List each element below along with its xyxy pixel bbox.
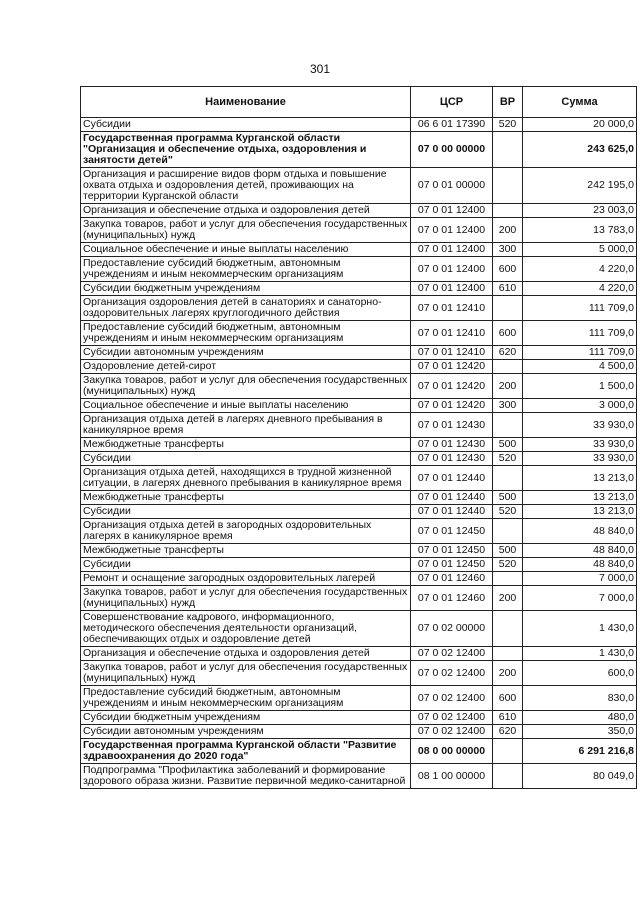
cell-csr: 07 0 01 12420 <box>411 360 493 374</box>
cell-vr <box>493 168 523 204</box>
cell-vr <box>493 132 523 168</box>
cell-vr: 200 <box>493 374 523 399</box>
table-row <box>81 764 637 789</box>
cell-csr: 07 0 01 00000 <box>411 168 493 204</box>
cell-csr: 07 0 01 12420 <box>411 374 493 399</box>
cell-csr: 07 0 00 00000 <box>411 132 493 168</box>
cell-csr: 07 0 02 12400 <box>411 661 493 686</box>
cell-vr <box>493 413 523 438</box>
table-row <box>81 282 637 296</box>
cell-sum: 13 213,0 <box>523 505 637 519</box>
cell-sum: 13 783,0 <box>523 218 637 243</box>
table-row <box>81 257 637 282</box>
table-row <box>81 572 637 586</box>
cell-sum: 3 000,0 <box>523 399 637 413</box>
cell-sum: 13 213,0 <box>523 491 637 505</box>
table-row <box>81 374 637 399</box>
cell-csr: 07 0 01 12450 <box>411 558 493 572</box>
cell-vr <box>493 466 523 491</box>
cell-vr: 600 <box>493 686 523 711</box>
cell-vr: 520 <box>493 505 523 519</box>
cell-csr: 07 0 01 12400 <box>411 257 493 282</box>
cell-name: Оздоровление детей-сирот <box>81 360 411 374</box>
cell-name: Совершенствование кадрового, информационного, методического обеспечения деятельности организаций, обеспечивающих отдых и оздоровление детей <box>81 611 411 647</box>
cell-sum: 4 500,0 <box>523 360 637 374</box>
cell-name: Организация отдыха детей в лагерях дневного пребывания в каникулярное время <box>81 413 411 438</box>
cell-csr: 08 1 00 00000 <box>411 764 493 789</box>
cell-vr: 520 <box>493 452 523 466</box>
cell-name: Организация и обеспечение отдыха и оздоровления детей <box>81 647 411 661</box>
table-row <box>81 168 637 204</box>
table-row <box>81 413 637 438</box>
cell-vr <box>493 764 523 789</box>
cell-sum: 242 195,0 <box>523 168 637 204</box>
cell-csr: 07 0 01 12450 <box>411 544 493 558</box>
cell-sum: 111 709,0 <box>523 296 637 321</box>
cell-sum: 13 213,0 <box>523 466 637 491</box>
table-row <box>81 686 637 711</box>
cell-vr <box>493 360 523 374</box>
cell-name: Государственная программа Курганской области "Развитие здравоохранения до 2020 года" <box>81 739 411 764</box>
cell-name: Предоставление субсидий бюджетным, автономным учреждениям и иным некоммерческим организациям <box>81 321 411 346</box>
cell-csr: 07 0 01 12400 <box>411 218 493 243</box>
cell-sum: 7 000,0 <box>523 572 637 586</box>
cell-name: Организация оздоровления детей в санаториях и санаторно-оздоровительных лагерях круглогодичного действия <box>81 296 411 321</box>
cell-csr: 07 0 01 12430 <box>411 413 493 438</box>
cell-vr: 200 <box>493 218 523 243</box>
cell-vr <box>493 519 523 544</box>
cell-csr: 07 0 01 12410 <box>411 296 493 321</box>
cell-sum: 48 840,0 <box>523 544 637 558</box>
cell-sum: 33 930,0 <box>523 413 637 438</box>
header-name: Наименование <box>81 87 411 118</box>
table-row <box>81 739 637 764</box>
cell-sum: 5 000,0 <box>523 243 637 257</box>
cell-name: Субсидии <box>81 505 411 519</box>
cell-csr: 07 0 01 12450 <box>411 519 493 544</box>
table-row <box>81 399 637 413</box>
cell-name: Организация и расширение видов форм отдыха и повышение охвата отдыха и оздоровления детей, проживающих на территории Курганской области <box>81 168 411 204</box>
table-row <box>81 204 637 218</box>
table-row <box>81 346 637 360</box>
cell-sum: 600,0 <box>523 661 637 686</box>
cell-name: Предоставление субсидий бюджетным, автономным учреждениям и иным некоммерческим организациям <box>81 257 411 282</box>
header-csr: ЦСР <box>411 87 493 118</box>
cell-vr <box>493 739 523 764</box>
cell-sum: 33 930,0 <box>523 438 637 452</box>
cell-name: Субсидии автономным учреждениям <box>81 725 411 739</box>
cell-vr: 500 <box>493 544 523 558</box>
cell-vr <box>493 572 523 586</box>
table-row <box>81 519 637 544</box>
table-header-row <box>81 87 637 118</box>
cell-vr: 300 <box>493 399 523 413</box>
cell-name: Организация и обеспечение отдыха и оздоровления детей <box>81 204 411 218</box>
table-row <box>81 132 637 168</box>
cell-csr: 07 0 01 12430 <box>411 438 493 452</box>
cell-csr: 07 0 02 12400 <box>411 686 493 711</box>
cell-vr: 620 <box>493 725 523 739</box>
cell-name: Закупка товаров, работ и услуг для обеспечения государственных (муниципальных) нужд <box>81 374 411 399</box>
cell-vr: 500 <box>493 438 523 452</box>
cell-csr: 07 0 01 12400 <box>411 243 493 257</box>
table-row <box>81 452 637 466</box>
cell-name: Субсидии автономным учреждениям <box>81 346 411 360</box>
page-number: 301 <box>309 62 331 76</box>
cell-sum: 111 709,0 <box>523 321 637 346</box>
cell-csr: 07 0 02 12400 <box>411 711 493 725</box>
cell-name: Государственная программа Курганской области "Организация и обеспечение отдыха, оздоровления и занятости детей" <box>81 132 411 168</box>
cell-vr: 600 <box>493 321 523 346</box>
table-row <box>81 491 637 505</box>
cell-csr: 07 0 02 12400 <box>411 725 493 739</box>
cell-sum: 111 709,0 <box>523 346 637 360</box>
cell-sum: 33 930,0 <box>523 452 637 466</box>
table-body <box>81 118 637 789</box>
budget-table <box>80 86 637 789</box>
table-row <box>81 466 637 491</box>
cell-name: Субсидии бюджетным учреждениям <box>81 282 411 296</box>
cell-vr: 500 <box>493 491 523 505</box>
table-row <box>81 438 637 452</box>
cell-csr: 08 0 00 00000 <box>411 739 493 764</box>
cell-name: Субсидии <box>81 558 411 572</box>
cell-sum: 1 500,0 <box>523 374 637 399</box>
table-row <box>81 505 637 519</box>
cell-sum: 243 625,0 <box>523 132 637 168</box>
cell-sum: 1 430,0 <box>523 647 637 661</box>
cell-csr: 07 0 01 12420 <box>411 399 493 413</box>
cell-name: Организация отдыха детей, находящихся в трудной жизненной ситуации, в лагерях дневного пребывания в каникулярное время <box>81 466 411 491</box>
cell-name: Ремонт и оснащение загородных оздоровительных лагерей <box>81 572 411 586</box>
cell-vr <box>493 296 523 321</box>
cell-csr: 07 0 01 12410 <box>411 321 493 346</box>
cell-sum: 23 003,0 <box>523 204 637 218</box>
cell-name: Социальное обеспечение и иные выплаты населению <box>81 243 411 257</box>
cell-sum: 4 220,0 <box>523 282 637 296</box>
header-vr: ВР <box>493 87 523 118</box>
cell-vr: 200 <box>493 586 523 611</box>
cell-sum: 4 220,0 <box>523 257 637 282</box>
cell-sum: 20 000,0 <box>523 118 637 132</box>
cell-sum: 830,0 <box>523 686 637 711</box>
cell-sum: 48 840,0 <box>523 519 637 544</box>
cell-csr: 07 0 01 12440 <box>411 505 493 519</box>
table-row <box>81 218 637 243</box>
cell-csr: 07 0 01 12460 <box>411 572 493 586</box>
cell-name: Закупка товаров, работ и услуг для обеспечения государственных (муниципальных) нужд <box>81 661 411 686</box>
cell-sum: 6 291 216,8 <box>523 739 637 764</box>
cell-name: Субсидии <box>81 452 411 466</box>
table-row <box>81 321 637 346</box>
table-row <box>81 586 637 611</box>
table-row <box>81 647 637 661</box>
cell-csr: 07 0 02 12400 <box>411 647 493 661</box>
cell-vr <box>493 611 523 647</box>
table-row <box>81 711 637 725</box>
cell-vr <box>493 647 523 661</box>
cell-sum: 7 000,0 <box>523 586 637 611</box>
cell-sum: 1 430,0 <box>523 611 637 647</box>
table-row <box>81 243 637 257</box>
cell-name: Социальное обеспечение и иные выплаты населению <box>81 399 411 413</box>
cell-vr: 610 <box>493 711 523 725</box>
cell-vr: 200 <box>493 661 523 686</box>
cell-sum: 350,0 <box>523 725 637 739</box>
cell-name: Закупка товаров, работ и услуг для обеспечения государственных (муниципальных) нужд <box>81 586 411 611</box>
cell-sum: 80 049,0 <box>523 764 637 789</box>
cell-name: Организация отдыха детей в загородных оздоровительных лагерях в каникулярное время <box>81 519 411 544</box>
header-sum: Сумма <box>523 87 637 118</box>
cell-name: Межбюджетные трансферты <box>81 544 411 558</box>
cell-csr: 07 0 01 12410 <box>411 346 493 360</box>
cell-vr: 620 <box>493 346 523 360</box>
cell-vr <box>493 204 523 218</box>
cell-csr: 07 0 01 12460 <box>411 586 493 611</box>
table-row <box>81 360 637 374</box>
table-row <box>81 544 637 558</box>
cell-name: Субсидии <box>81 118 411 132</box>
cell-csr: 07 0 02 00000 <box>411 611 493 647</box>
cell-vr: 600 <box>493 257 523 282</box>
cell-name: Межбюджетные трансферты <box>81 491 411 505</box>
cell-name: Закупка товаров, работ и услуг для обеспечения государственных (муниципальных) нужд <box>81 218 411 243</box>
table-row <box>81 725 637 739</box>
cell-name: Предоставление субсидий бюджетным, автономным учреждениям и иным некоммерческим организациям <box>81 686 411 711</box>
cell-vr: 610 <box>493 282 523 296</box>
cell-name: Субсидии бюджетным учреждениям <box>81 711 411 725</box>
cell-csr: 07 0 01 12440 <box>411 466 493 491</box>
cell-name: Подпрограмма "Профилактика заболеваний и формирование здорового образа жизни. Развитие первичной медико-санитарной <box>81 764 411 789</box>
table-row <box>81 118 637 132</box>
cell-vr: 520 <box>493 118 523 132</box>
cell-vr: 520 <box>493 558 523 572</box>
cell-name: Межбюджетные трансферты <box>81 438 411 452</box>
table-row <box>81 661 637 686</box>
cell-csr: 07 0 01 12430 <box>411 452 493 466</box>
cell-sum: 48 840,0 <box>523 558 637 572</box>
table-row <box>81 296 637 321</box>
cell-csr: 07 0 01 12440 <box>411 491 493 505</box>
table-row <box>81 558 637 572</box>
cell-csr: 07 0 01 12400 <box>411 282 493 296</box>
cell-sum: 480,0 <box>523 711 637 725</box>
cell-csr: 07 0 01 12400 <box>411 204 493 218</box>
cell-vr: 300 <box>493 243 523 257</box>
table-row <box>81 611 637 647</box>
cell-csr: 06 6 01 17390 <box>411 118 493 132</box>
